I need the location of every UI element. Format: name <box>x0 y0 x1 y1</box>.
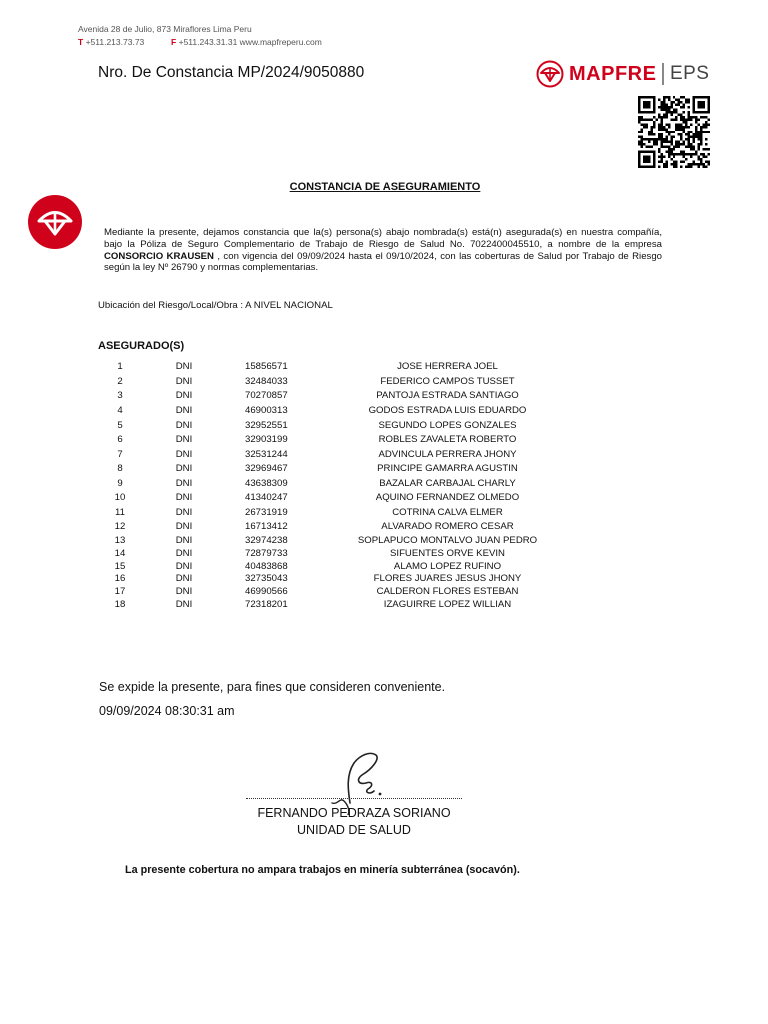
logo-brand: MAPFRE <box>569 62 657 85</box>
doc-number: 46900313 <box>245 405 288 416</box>
row-number: 9 <box>117 478 123 489</box>
doc-type: DNI <box>175 405 193 416</box>
signature <box>310 745 400 815</box>
table-row <box>0 535 768 547</box>
signer-name: FERNANDO PEDRAZA SORIANO <box>257 806 451 820</box>
doc-type: DNI <box>175 449 193 460</box>
row-number: 3 <box>117 390 123 401</box>
row-number: 14 <box>114 548 126 559</box>
insured-name: JOSE HERRERA JOEL <box>397 361 498 372</box>
doc-type: DNI <box>175 521 193 532</box>
doc-number: 70270857 <box>245 390 288 401</box>
row-number: 6 <box>117 434 123 445</box>
doc-type: DNI <box>175 535 193 546</box>
table-row <box>0 376 768 388</box>
company-contacts <box>78 37 322 47</box>
issue-datetime: 09/09/2024 08:30:31 am <box>99 704 235 718</box>
table-row <box>0 507 768 519</box>
row-number: 2 <box>117 376 123 387</box>
row-number: 12 <box>114 521 126 532</box>
constancia-number: Nro. De Constancia MP/2024/9050880 <box>98 64 365 81</box>
doc-type: DNI <box>175 586 193 597</box>
document-title: CONSTANCIA DE ASEGURAMIENTO <box>289 181 481 193</box>
row-number: 17 <box>114 586 126 597</box>
doc-type: DNI <box>175 573 193 584</box>
doc-number: 32484033 <box>245 376 288 387</box>
doc-number: 32903199 <box>245 434 288 445</box>
row-number: 1 <box>117 361 123 372</box>
intro-text-1: Mediante la presente, dejamos constancia que la(s) persona(s) abajo nombrada(s) está(n) asegurada(s) en nuestra compañía, bajo la Póliza de Seguro Complementario de Trabajo de Riesgo de Salud No. 7022400045510, a nombre de la empresa <box>104 227 662 250</box>
doc-type: DNI <box>175 599 193 610</box>
doc-number: 32969467 <box>245 463 288 474</box>
table-row <box>0 521 768 533</box>
insured-name: FLORES JUARES JESUS JHONY <box>373 573 522 584</box>
row-number: 8 <box>117 463 123 474</box>
row-number: 15 <box>114 561 126 572</box>
doc-type: DNI <box>175 478 193 489</box>
doc-number: 46990566 <box>245 586 288 597</box>
signature-line <box>246 798 462 799</box>
coverage-exclusion-note: La presente cobertura no ampara trabajos en minería subterránea (socavón). <box>125 864 520 876</box>
doc-number: 15856571 <box>245 361 288 372</box>
doc-number: 16713412 <box>245 521 288 532</box>
insured-name: PANTOJA ESTRADA SANTIAGO <box>376 390 519 401</box>
insured-name: ALVARADO ROMERO CESAR <box>381 521 514 532</box>
doc-number: 72879733 <box>245 548 288 559</box>
insured-name: BAZALAR CARBAJAL CHARLY <box>379 478 516 489</box>
mapfre-emblem-icon <box>28 195 82 249</box>
logo-suffix: EPS <box>669 63 710 84</box>
doc-number: 32735043 <box>245 573 288 584</box>
table-row <box>0 361 768 373</box>
table-row <box>0 449 768 461</box>
doc-type: DNI <box>175 561 193 572</box>
table-row <box>0 405 768 417</box>
table-row <box>0 463 768 475</box>
doc-type: DNI <box>175 507 193 518</box>
row-number: 5 <box>117 420 123 431</box>
doc-number: 43638309 <box>245 478 288 489</box>
signer-unit: UNIDAD DE SALUD <box>297 823 411 837</box>
insured-name: IZAGUIRRE LOPEZ WILLIAN <box>383 599 512 610</box>
fax-prefix: F <box>171 37 177 47</box>
table-row <box>0 492 768 504</box>
insured-name: CALDERON FLORES ESTEBAN <box>376 586 519 597</box>
doc-number: 72318201 <box>245 599 288 610</box>
closing-statement: Se expide la presente, para fines que consideren conveniente. <box>99 680 446 694</box>
phone-prefix: T <box>78 37 84 47</box>
row-number: 18 <box>114 599 126 610</box>
table-row <box>0 434 768 446</box>
insured-name: ADVINCULA PERRERA JHONY <box>378 449 517 460</box>
doc-type: DNI <box>175 492 193 503</box>
insured-name: COTRINA CALVA ELMER <box>392 507 503 518</box>
mapfre-logo <box>536 59 709 89</box>
table-row <box>0 478 768 490</box>
insured-name: SEGUNDO LOPES GONZALES <box>378 420 517 431</box>
row-number: 13 <box>114 535 126 546</box>
company-address: Avenida 28 de Julio, 873 Miraflores Lima Peru <box>78 24 252 34</box>
doc-type: DNI <box>175 434 193 445</box>
doc-number: 41340247 <box>245 492 288 503</box>
intro-paragraph <box>104 227 662 274</box>
doc-type: DNI <box>175 548 193 559</box>
row-number: 16 <box>114 573 126 584</box>
risk-location: Ubicación del Riesgo/Local/Obra : A NIVEL NACIONAL <box>98 300 333 311</box>
insured-name: ROBLES ZAVALETA ROBERTO <box>378 434 517 445</box>
phone-number: +511.213.73.73 <box>85 37 145 47</box>
table-row <box>0 586 768 598</box>
doc-number: 40483868 <box>245 561 288 572</box>
insured-name: SIFUENTES ORVE KEVIN <box>390 548 505 559</box>
table-row <box>0 561 768 573</box>
table-row <box>0 390 768 402</box>
qr-code-icon <box>638 96 710 168</box>
table-row <box>0 420 768 432</box>
doc-number: 26731919 <box>245 507 288 518</box>
table-row <box>0 548 768 560</box>
doc-type: DNI <box>175 361 193 372</box>
doc-type: DNI <box>175 376 193 387</box>
insured-name: PRINCIPE GAMARRA AGUSTIN <box>377 463 518 474</box>
doc-number: 32952551 <box>245 420 288 431</box>
insured-company: CONSORCIO KRAUSEN <box>104 250 214 262</box>
row-number: 11 <box>115 507 125 518</box>
doc-type: DNI <box>175 420 193 431</box>
doc-number: 32531244 <box>245 449 288 460</box>
insured-name: ALAMO LOPEZ RUFINO <box>393 561 502 572</box>
insured-name: FEDERICO CAMPOS TUSSET <box>380 376 515 387</box>
row-number: 4 <box>117 405 123 416</box>
row-number: 7 <box>117 449 123 460</box>
table-row <box>0 573 768 585</box>
table-row <box>0 599 768 611</box>
mapfre-logo-icon <box>536 60 564 88</box>
insured-name: GODOS ESTRADA LUIS EDUARDO <box>368 405 527 416</box>
insured-name: AQUINO FERNANDEZ OLMEDO <box>375 492 520 503</box>
fax-and-web: +511.243.31.31 www.mapfreperu.com <box>178 37 322 47</box>
doc-type: DNI <box>175 390 193 401</box>
intro-text-2: , con vigencia del 09/09/2024 hasta el 09/10/2024, con las coberturas de Salud por Trabajo de Riesgo según la ley Nº 26790 y normas complementarias. <box>104 250 662 274</box>
insured-heading: ASEGURADO(S) <box>98 340 185 352</box>
doc-number: 32974238 <box>245 535 288 546</box>
logo-divider <box>662 63 664 85</box>
doc-type: DNI <box>175 463 193 474</box>
row-number: 10 <box>114 492 126 503</box>
document-title-wrap <box>0 181 768 193</box>
insured-name: SOPLAPUCO MONTALVO JUAN PEDRO <box>357 535 538 546</box>
